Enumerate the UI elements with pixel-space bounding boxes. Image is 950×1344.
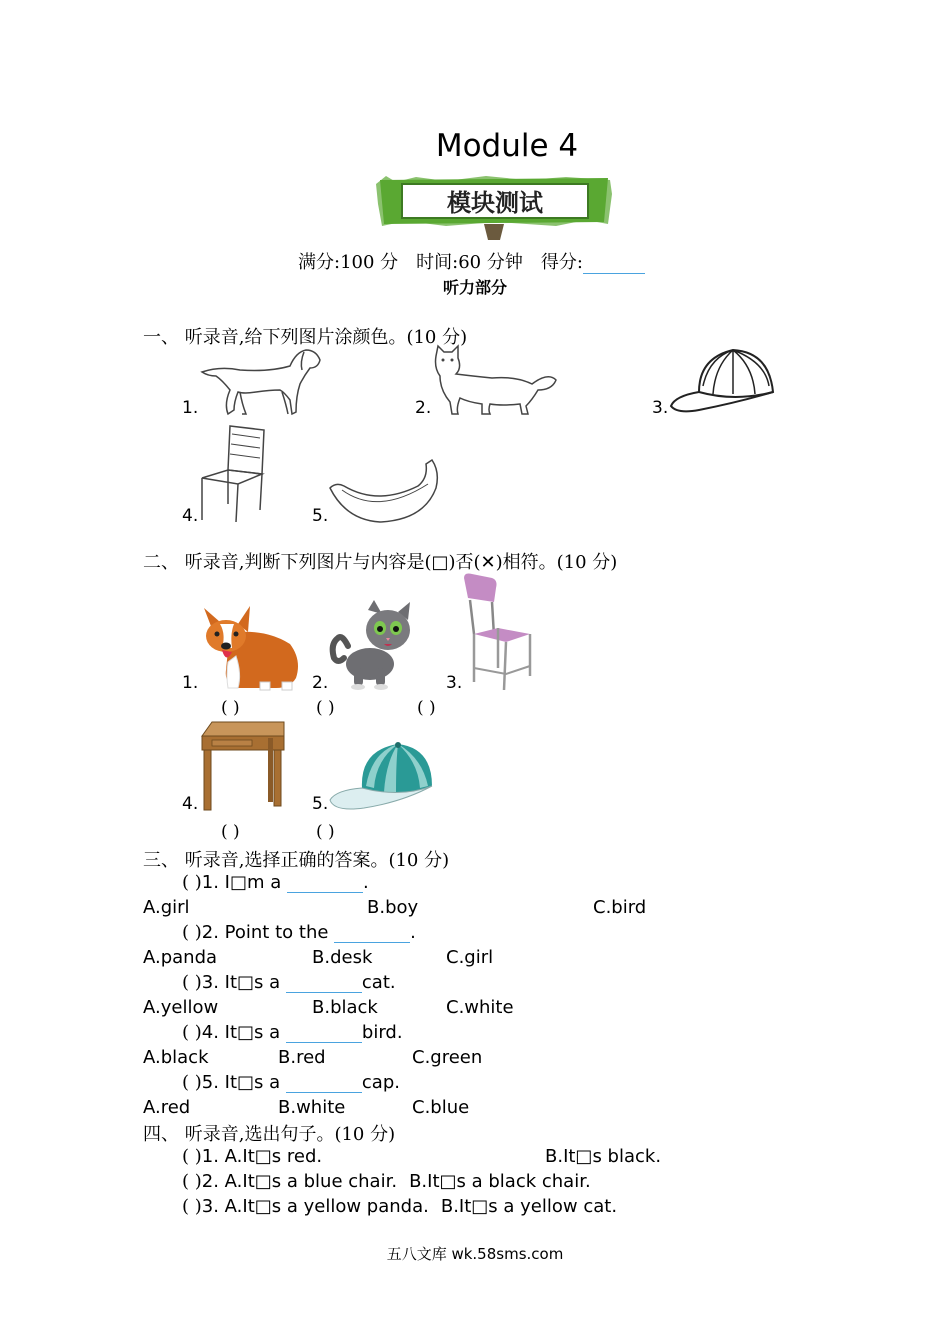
exam-info — [298, 248, 663, 274]
s4-question — [182, 1171, 591, 1192]
cat-outline-icon — [432, 346, 558, 422]
corgi-dog-icon — [198, 604, 302, 696]
answer-paren[interactable]: ( ) — [182, 872, 202, 893]
fill-blank[interactable] — [334, 922, 410, 943]
fill-blank[interactable] — [286, 1022, 362, 1043]
fill-blank[interactable] — [287, 872, 363, 893]
option-c[interactable]: C.bird — [593, 897, 647, 918]
chair-outline-icon — [198, 422, 268, 528]
s4-question — [182, 1146, 322, 1167]
s1-item-number: 3. — [652, 398, 669, 418]
cap-outline-icon — [669, 346, 775, 420]
s2-answer-paren[interactable]: ( ) — [316, 698, 335, 718]
fill-blank[interactable] — [286, 1072, 362, 1093]
s2-item-number: 3. — [446, 673, 463, 693]
s1-item-number: 5. — [312, 506, 329, 526]
banana-outline-icon — [328, 458, 440, 530]
s3-question — [182, 922, 416, 943]
question-end: cap. — [361, 1072, 400, 1093]
option-a[interactable]: A.yellow — [143, 997, 219, 1018]
section3-heading: 三、 听录音,选择正确的答案。(10 分) — [143, 850, 450, 871]
answer-paren[interactable]: ( ) — [182, 972, 202, 993]
option-a[interactable]: 3. A.It□s a yellow panda. — [201, 1196, 429, 1217]
s2-answer-paren[interactable]: ( ) — [417, 698, 436, 718]
footer-watermark: 五八文库 wk.58sms.com — [386, 1245, 564, 1263]
section4-heading: 四、 听录音,选出句子。(10 分) — [143, 1124, 396, 1145]
option-a[interactable]: 1. A.It□s red. — [201, 1146, 323, 1167]
s2-answer-paren[interactable]: ( ) — [316, 822, 335, 842]
option-c[interactable]: C.blue — [412, 1097, 470, 1118]
module-test-banner — [376, 174, 612, 244]
s2-item-number: 2. — [312, 673, 329, 693]
s3-question — [182, 1072, 400, 1093]
wooden-desk-icon — [198, 720, 288, 816]
answer-paren[interactable]: ( ) — [182, 1022, 202, 1043]
question-text: 5. It□s a — [201, 1072, 286, 1093]
full-score: 满分:100 分 — [298, 252, 399, 273]
option-b[interactable]: B.desk — [312, 947, 373, 968]
s2-item-number: 4. — [182, 794, 199, 814]
score-label: 得分: — [540, 252, 583, 273]
s4-question — [182, 1196, 617, 1217]
s2-item-number: 5. — [312, 794, 329, 814]
option-a[interactable]: A.red — [143, 1097, 191, 1118]
page-title: Module 4 — [435, 128, 579, 164]
question-end: cat. — [361, 972, 396, 993]
s2-answer-paren[interactable]: ( ) — [221, 822, 240, 842]
answer-paren[interactable]: ( ) — [182, 1196, 202, 1217]
option-b[interactable]: B.black — [312, 997, 378, 1018]
banner-text: 模块测试 — [447, 189, 543, 217]
answer-paren[interactable]: ( ) — [182, 1072, 202, 1093]
option-b[interactable]: B.It□s black. — [545, 1146, 662, 1167]
s2-answer-paren[interactable]: ( ) — [221, 698, 240, 718]
dog-outline-icon — [200, 346, 322, 422]
question-text: 2. Point to the — [201, 922, 335, 943]
option-b[interactable]: B.It□s a black chair. — [409, 1171, 591, 1192]
fill-blank[interactable] — [286, 972, 362, 993]
option-c[interactable]: C.green — [412, 1047, 483, 1068]
question-end: bird. — [361, 1022, 403, 1043]
s2-item-number: 1. — [182, 673, 199, 693]
option-a[interactable]: A.black — [143, 1047, 209, 1068]
answer-paren[interactable]: ( ) — [182, 922, 202, 943]
question-end: . — [410, 922, 416, 943]
teal-cap-icon — [328, 742, 434, 818]
time-limit: 时间:60 分钟 — [416, 252, 523, 273]
s1-item-number: 4. — [182, 506, 199, 526]
s1-item-number: 2. — [415, 398, 432, 418]
answer-paren[interactable]: ( ) — [182, 1171, 202, 1192]
option-b[interactable]: B.It□s a yellow cat. — [440, 1196, 618, 1217]
section2-heading: 二、 听录音,判断下列图片与内容是(□)否(✕)相符。(10 分) — [143, 552, 618, 573]
question-end: . — [363, 872, 369, 893]
answer-paren[interactable]: ( ) — [182, 1146, 202, 1167]
s1-item-number: 1. — [182, 398, 199, 418]
option-a[interactable]: A.panda — [143, 947, 218, 968]
option-b[interactable]: B.boy — [367, 897, 419, 918]
option-b[interactable]: B.white — [278, 1097, 346, 1118]
option-a[interactable]: 2. A.It□s a blue chair. — [201, 1171, 398, 1192]
s3-question — [182, 1022, 403, 1043]
option-b[interactable]: B.red — [278, 1047, 326, 1068]
section1-heading: 一、 听录音,给下列图片涂颜色。(10 分) — [143, 327, 468, 348]
grey-kitten-icon — [328, 598, 422, 694]
question-text: 3. It□s a — [201, 972, 286, 993]
question-text: 1. I□m a — [201, 872, 287, 893]
listening-part-subtitle: 听力部分 — [442, 278, 507, 297]
score-blank[interactable] — [583, 255, 645, 274]
s3-question — [182, 972, 396, 993]
s3-question — [182, 872, 369, 893]
option-c[interactable]: C.white — [446, 997, 514, 1018]
question-text: 4. It□s a — [201, 1022, 286, 1043]
purple-chair-icon — [462, 572, 534, 696]
option-c[interactable]: C.girl — [446, 947, 494, 968]
option-a[interactable]: A.girl — [143, 897, 190, 918]
